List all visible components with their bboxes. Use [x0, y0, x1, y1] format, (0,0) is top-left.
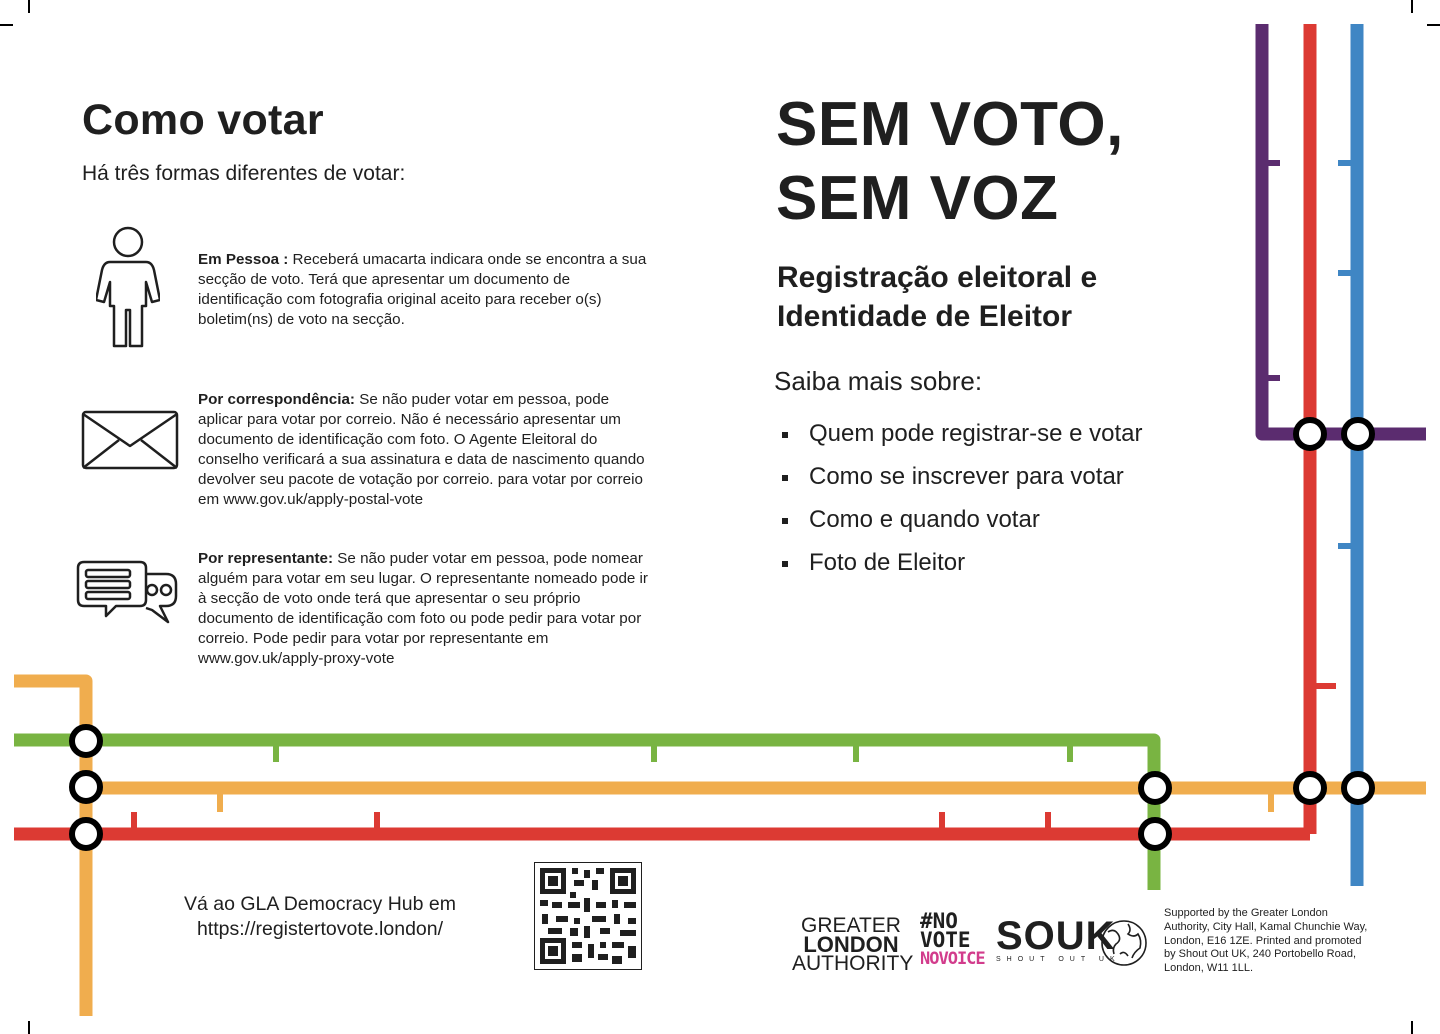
intro-text: Há três formas diferentes de votar:	[82, 162, 406, 185]
station	[1296, 420, 1324, 448]
list-item: Quem pode registrar-se e votar	[782, 414, 1142, 457]
learn-more-heading: Saiba mais sobre:	[774, 366, 983, 396]
list-item: Como e quando votar	[782, 500, 1142, 543]
section-heading: Como votar	[82, 96, 324, 144]
gla-logo	[792, 914, 914, 975]
imprint-text: Supported by the Greater London Authority, City Hall, Kamal Chunchie Way, London, E16 1ZE. Printed and promoted by Shout Out UK, 240 Portobello Road, London, W11 1LL.	[1164, 907, 1368, 975]
crop-mark	[28, 0, 30, 13]
globe-icon	[1098, 918, 1150, 968]
method-in-person	[198, 250, 658, 330]
crop-mark	[1411, 0, 1413, 13]
nv-line3: NOVOICE	[920, 949, 985, 969]
main-title	[776, 88, 1124, 236]
crop-mark	[1411, 1021, 1413, 1034]
subtitle-line1: Registração eleitoral e	[777, 261, 1098, 294]
method-text: Se não puder votar em pessoa, pode aplicar para votar por correio. Não é necessário apresentar um documento de identificação com foto. O Agente Eleitoral do conselho verificará a sua assinatura e data de nascimento quando devolver seu pacote de votação por correio. para votar por correio em www.gov.uk/apply-postal-vote	[198, 391, 645, 508]
topics-list	[782, 414, 1142, 586]
democracy-hub-text	[160, 892, 480, 942]
envelope-icon	[81, 410, 179, 470]
hub-link[interactable]: https://registertovote.london/	[196, 918, 444, 940]
gla-logo-line3: AUTHORITY	[792, 952, 914, 975]
station	[1296, 774, 1324, 802]
nv-line1: #NO	[920, 909, 958, 933]
main-title-line2: SEM VOZ	[776, 164, 1059, 233]
station	[72, 727, 100, 755]
subtitle-line2: Identidade de Eleitor	[777, 300, 1073, 333]
souk-word: SOUK	[996, 914, 1116, 958]
crop-mark	[28, 1021, 30, 1034]
station	[1141, 774, 1169, 802]
method-proxy	[198, 549, 658, 669]
station	[1344, 420, 1372, 448]
method-text: Se não puder votar em pessoa, pode nomear alguém para votar em seu lugar. O representante nomeado pode ir à secção de voto onde terá que apresentar o seu próprio documento de identificação com foto ou pode pedir para votar por correio. Pode pedir para votar por representante em www.gov.uk/apply-proxy-vote	[198, 550, 648, 667]
person-icon	[96, 226, 160, 350]
crop-mark	[0, 24, 13, 26]
method-label: Em Pessoa :	[198, 251, 289, 268]
qr-code[interactable]	[534, 862, 642, 970]
subtitle	[777, 258, 1097, 336]
gla-logo-line2: LONDON	[803, 932, 899, 957]
gla-logo-line1: GREATER	[801, 914, 901, 937]
nv-line2: VOTE	[920, 928, 971, 952]
method-label: Por representante:	[198, 550, 334, 567]
crop-mark	[1427, 24, 1440, 26]
list-item: Foto de Eleitor	[782, 543, 1142, 586]
novote-novoice-logo	[920, 909, 985, 969]
hub-line1: Vá ao GLA Democracy Hub em	[183, 893, 457, 915]
station	[1141, 820, 1169, 848]
station	[72, 820, 100, 848]
souk-tagline: SHOUT OUT UK	[996, 956, 1121, 963]
method-postal	[198, 390, 658, 510]
purple-line	[1262, 24, 1426, 434]
station	[72, 773, 100, 801]
method-label: Por correspondência:	[198, 391, 355, 408]
station	[1344, 774, 1372, 802]
method-text: Receberá umacarta indicara onde se encontra a sua secção de voto. Terá que apresentar um documento de identificação com fotografia original aceito para receber o(s) boletim(ns) de voto na secção.	[198, 251, 647, 328]
list-item: Como se inscrever para votar	[782, 457, 1142, 500]
chat-bubbles-icon	[76, 560, 180, 628]
main-title-line1: SEM VOTO,	[776, 90, 1124, 159]
